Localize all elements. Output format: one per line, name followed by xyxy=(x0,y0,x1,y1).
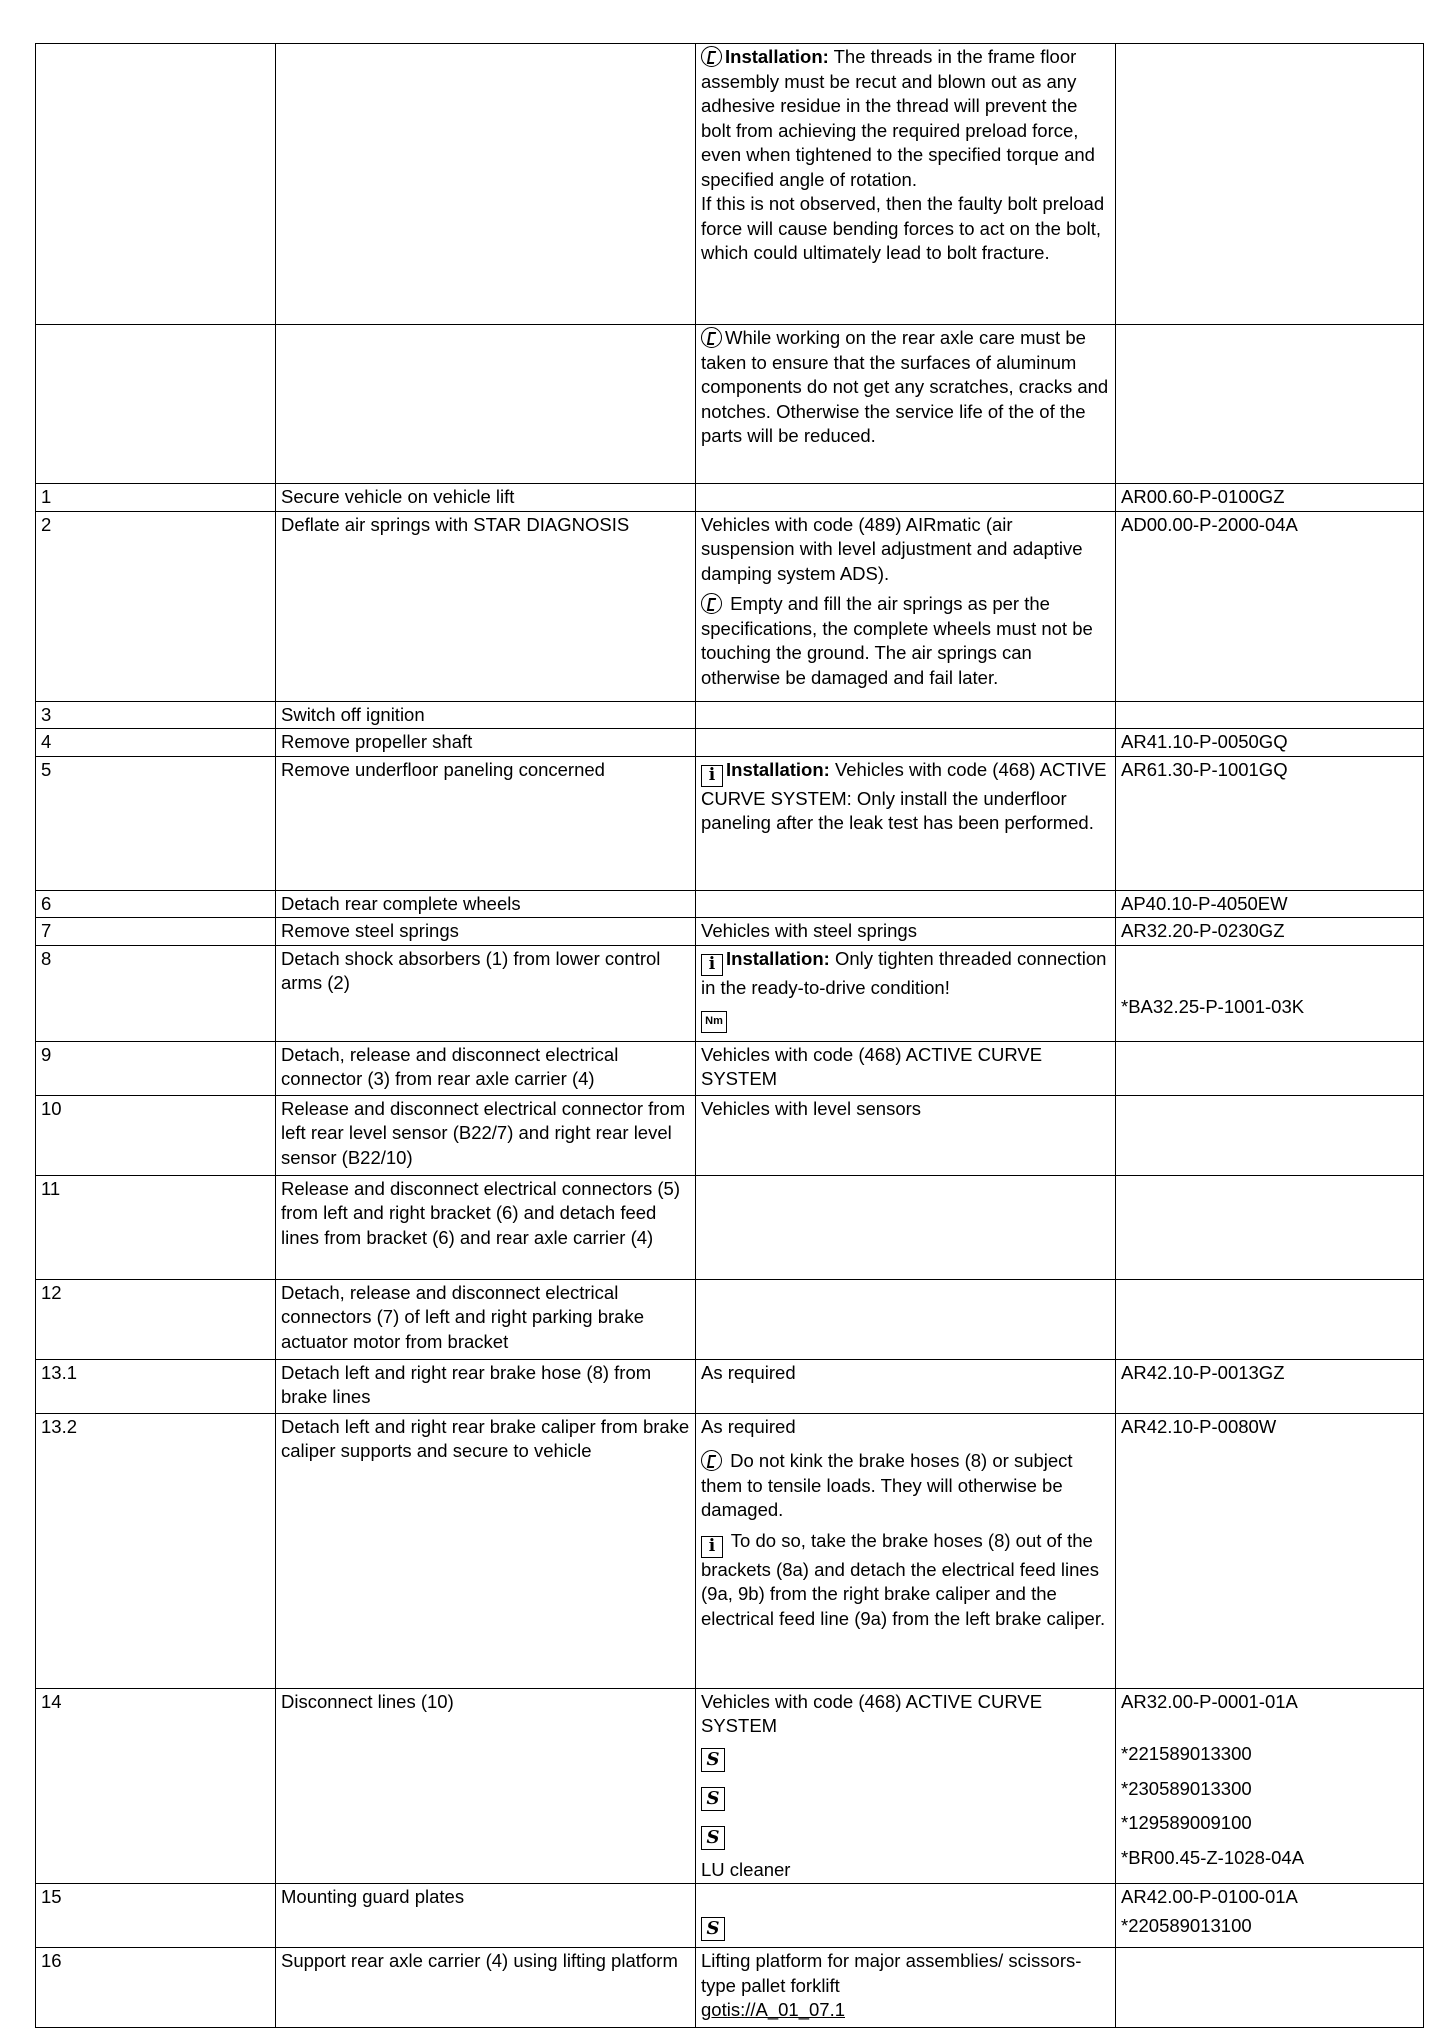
step-number: 4 xyxy=(36,729,276,757)
step-text: Disconnect lines (10) xyxy=(276,1688,696,1884)
step-reference xyxy=(1116,701,1424,729)
table-row xyxy=(36,945,1424,1041)
warning-icon xyxy=(701,1450,722,1471)
special-tool-icon xyxy=(701,1748,725,1772)
step-number: 12 xyxy=(36,1279,276,1359)
info-icon xyxy=(701,954,723,976)
step-number: 5 xyxy=(36,756,276,890)
info-icon xyxy=(701,1536,723,1558)
step-number: 16 xyxy=(36,1948,276,2028)
step-reference xyxy=(1116,1948,1424,2028)
step-reference xyxy=(1116,1041,1424,1095)
step-note: While working on the rear axle care must be taken to ensure that the surfaces of aluminum components do not get any scratches, cracks and notches. Otherwise the service life of the of the parts will be reduced. xyxy=(696,325,1116,484)
table-row xyxy=(36,1359,1424,1413)
step-note xyxy=(696,729,1116,757)
step-text: Support rear axle carrier (4) using lifting platform xyxy=(276,1948,696,2028)
step-text: Detach left and right rear brake hose (8) from brake lines xyxy=(276,1359,696,1413)
special-tool-icon xyxy=(701,1826,725,1850)
table-row xyxy=(36,1948,1424,2028)
step-number: 2 xyxy=(36,511,276,701)
step-note: As required Do not kink the brake hoses (8) or subject them to tensile loads. They will otherwise be damaged. i To do so, take the brake hoses (8) out of the brackets (8a) and detach the electrical feed lines (9a, 9b) from the right brake caliper and the electrical feed line (9a) from the left brake caliper. xyxy=(696,1413,1116,1688)
step-number xyxy=(36,325,276,484)
special-tool-icon xyxy=(701,1787,725,1811)
table-row xyxy=(36,1041,1424,1095)
step-number: 7 xyxy=(36,918,276,946)
step-number: 14 xyxy=(36,1688,276,1884)
step-reference xyxy=(1116,44,1424,325)
step-number xyxy=(36,44,276,325)
step-note: Vehicles with steel springs xyxy=(696,918,1116,946)
step-text: Remove propeller shaft xyxy=(276,729,696,757)
table-row xyxy=(36,1279,1424,1359)
table-row xyxy=(36,756,1424,890)
step-note xyxy=(696,1279,1116,1359)
step-note: Installation: The threads in the frame floor assembly must be recut and blown out as any adhesive residue in the thread will prevent the bolt from achieving the required preload force, even when tightened to the specified torque and specified angle of rotation. If this is not observed, then the faulty bolt preload force will cause bending forces to act on the bolt, which could ultimately lead to bolt fracture. xyxy=(696,44,1116,325)
step-text: Detach shock absorbers (1) from lower control arms (2) xyxy=(276,945,696,1041)
step-text: Remove underfloor paneling concerned xyxy=(276,756,696,890)
step-text: Mounting guard plates xyxy=(276,1884,696,1948)
procedure-table xyxy=(35,43,1424,2028)
step-text: Secure vehicle on vehicle lift xyxy=(276,484,696,512)
step-reference xyxy=(1116,1279,1424,1359)
step-note: Vehicles with code (489) AIRmatic (air suspension with level adjustment and adaptive damping system ADS). Empty and fill the air springs as per the specifications, the complete wheels must not be touching the ground. The air springs can otherwise be damaged and fail later. xyxy=(696,511,1116,701)
step-number: 13.2 xyxy=(36,1413,276,1688)
step-text xyxy=(276,325,696,484)
step-number: 13.1 xyxy=(36,1359,276,1413)
warning-icon xyxy=(701,46,722,67)
step-number: 1 xyxy=(36,484,276,512)
step-text: Detach rear complete wheels xyxy=(276,890,696,918)
step-text: Detach, release and disconnect electrical connectors (7) of left and right parking brake actuator motor from bracket xyxy=(276,1279,696,1359)
torque-nm-icon xyxy=(701,1011,727,1033)
step-text xyxy=(276,44,696,325)
table-row xyxy=(36,1884,1424,1948)
step-text: Detach, release and disconnect electrical connector (3) from rear axle carrier (4) xyxy=(276,1041,696,1095)
step-text: Release and disconnect electrical connectors (5) from left and right bracket (6) and detach feed lines from bracket (6) and rear axle carrier (4) xyxy=(276,1175,696,1279)
step-reference: AR42.10-P-0013GZ xyxy=(1116,1359,1424,1413)
step-note xyxy=(696,484,1116,512)
step-text: Deflate air springs with STAR DIAGNOSIS xyxy=(276,511,696,701)
step-number: 9 xyxy=(36,1041,276,1095)
special-tool-icon xyxy=(701,1917,725,1941)
step-reference: AP40.10-P-4050EW xyxy=(1116,890,1424,918)
step-reference: AR61.30-P-1001GQ xyxy=(1116,756,1424,890)
step-number: 3 xyxy=(36,701,276,729)
step-note: Vehicles with code (468) ACTIVE CURVE SYSTEM xyxy=(696,1041,1116,1095)
table-row xyxy=(36,511,1424,701)
table-row xyxy=(36,890,1424,918)
step-text: Remove steel springs xyxy=(276,918,696,946)
table-row xyxy=(36,1688,1424,1884)
step-number: 8 xyxy=(36,945,276,1041)
table-row xyxy=(36,729,1424,757)
warning-icon xyxy=(701,327,722,348)
step-reference: AR32.00-P-0001-01A *221589013300 *230589013300 *129589009100 *BR00.45-Z-1028-04A xyxy=(1116,1688,1424,1884)
step-reference: AR42.10-P-0080W xyxy=(1116,1413,1424,1688)
step-note xyxy=(696,701,1116,729)
table-row xyxy=(36,1413,1424,1688)
step-reference: AD00.00-P-2000-04A xyxy=(1116,511,1424,701)
step-note xyxy=(696,1884,1116,1948)
step-text: Switch off ignition xyxy=(276,701,696,729)
table-row xyxy=(36,44,1424,325)
step-note: As required xyxy=(696,1359,1116,1413)
step-note xyxy=(696,1175,1116,1279)
step-text: Release and disconnect electrical connector from left rear level sensor (B22/7) and right rear level sensor (B22/10) xyxy=(276,1095,696,1175)
step-note: Vehicles with level sensors xyxy=(696,1095,1116,1175)
step-text: Detach left and right rear brake caliper from brake caliper supports and secure to vehicle xyxy=(276,1413,696,1688)
step-note: iInstallation: Only tighten threaded connection in the ready-to-drive condition! Nm xyxy=(696,945,1116,1041)
step-reference xyxy=(1116,1175,1424,1279)
step-note: Vehicles with code (468) ACTIVE CURVE SYSTEM S S S LU cleaner xyxy=(696,1688,1116,1884)
step-reference: *BA32.25-P-1001-03K xyxy=(1116,945,1424,1041)
step-number: 15 xyxy=(36,1884,276,1948)
warning-icon xyxy=(701,593,722,614)
table-row xyxy=(36,701,1424,729)
step-note xyxy=(696,890,1116,918)
table-row xyxy=(36,484,1424,512)
step-number: 6 xyxy=(36,890,276,918)
step-note: i Installation: Vehicles with code (468) ACTIVE CURVE SYSTEM: Only install the underfloor paneling after the leak test has been performed. xyxy=(696,756,1116,890)
table-row xyxy=(36,918,1424,946)
step-reference xyxy=(1116,1095,1424,1175)
step-note: Lifting platform for major assemblies/ scissors-type pallet forklift gotis://A_01_07.1 xyxy=(696,1948,1116,2028)
table-row xyxy=(36,325,1424,484)
step-reference: AR42.00-P-0100-01A *220589013100 xyxy=(1116,1884,1424,1948)
gotis-link[interactable]: gotis://A_01_07.1 xyxy=(701,1999,845,2020)
step-number: 10 xyxy=(36,1095,276,1175)
step-reference: AR41.10-P-0050GQ xyxy=(1116,729,1424,757)
table-row xyxy=(36,1175,1424,1279)
step-reference: AR32.20-P-0230GZ xyxy=(1116,918,1424,946)
step-reference xyxy=(1116,325,1424,484)
table-row xyxy=(36,1095,1424,1175)
info-icon xyxy=(701,765,723,787)
step-reference: AR00.60-P-0100GZ xyxy=(1116,484,1424,512)
step-number: 11 xyxy=(36,1175,276,1279)
